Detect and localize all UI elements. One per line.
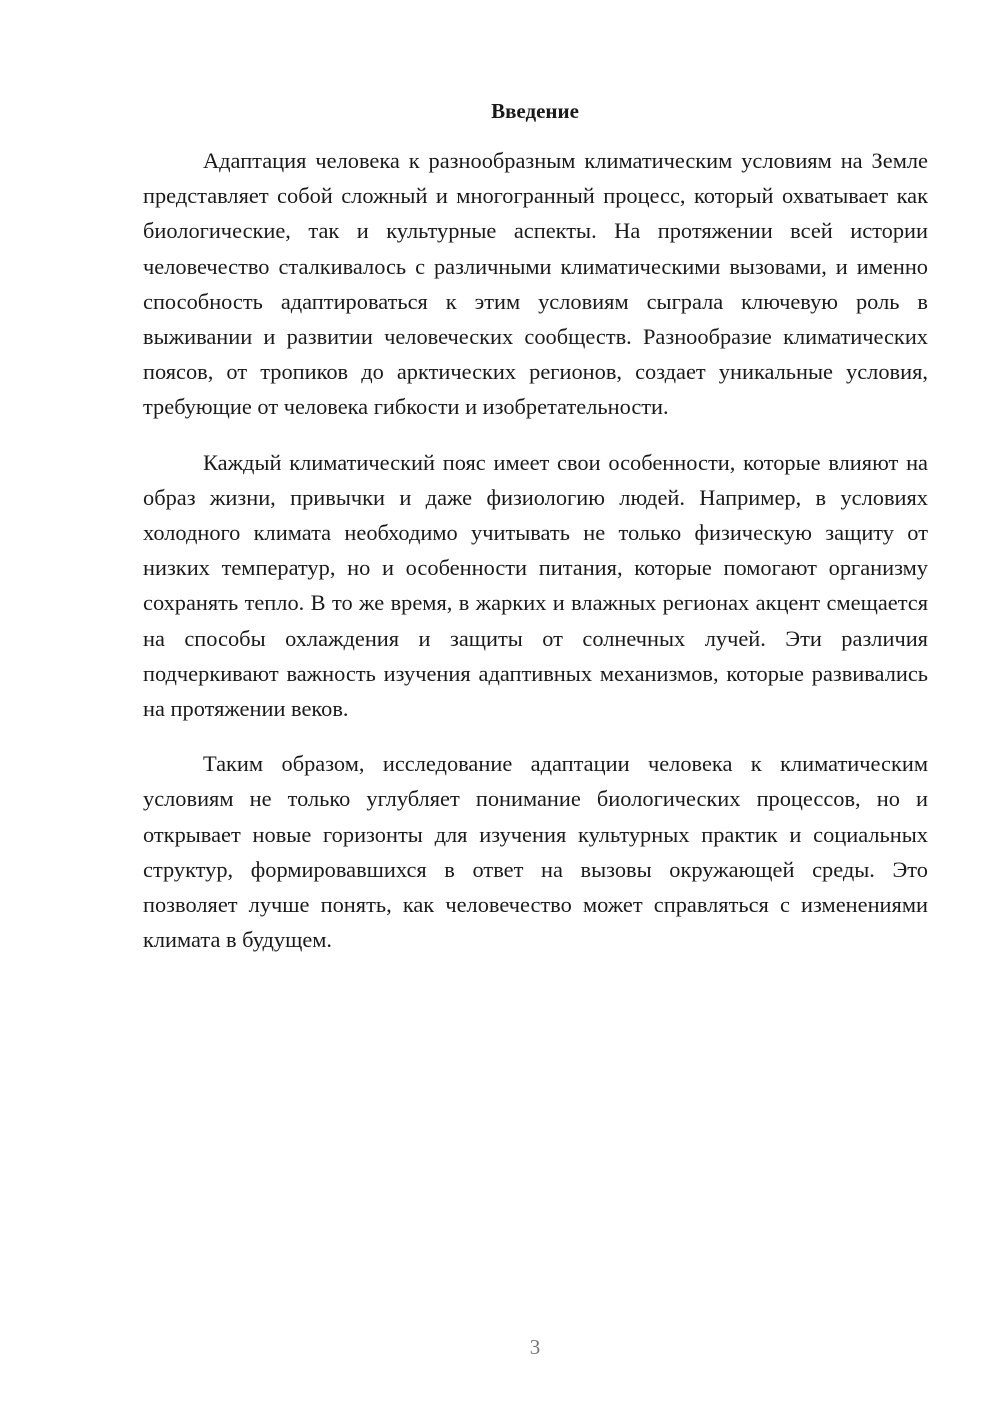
section-title: Введение [491, 99, 579, 123]
paragraph-conclusion: Таким образом, исследование адаптации человека к климатическим условиям не только углубляет понимание биологических процессов, но и открывает новые горизонты для изучения культурных практик и социальных структур, формировавшихся в ответ на вызовы окружающей среды. Это позволяет лучше понять, как человечество может справляться с изменениями климата в будущем. [143, 751, 928, 953]
document-body [143, 143, 928, 977]
paragraph-climate-zones: Каждый климатический пояс имеет свои особенности, которые влияют на образ жизни, привычки и даже физиологию людей. Например, в условиях холодного климата необходимо учитывать не только физическую защиту от низких температур, но и особенности питания, которые помогают организму сохранять тепло. В то же время, в жарких и влажных регионах акцент смещается на способы охлаждения и защиты от солнечных лучей. Эти различия подчеркивают важность изучения адаптивных механизмов, которые развивались на протяжении веков. [143, 449, 928, 722]
page-number: 3 [529, 1335, 541, 1359]
paragraph-intro: Адаптация человека к разнообразным климатическим условиям на Земле представляет собой сложный и многогранный процесс, который охватывает как биологические, так и культурные аспекты. На протяжении всей истории человечество сталкивалось с различными климатическими вызовами, и именно способность адаптироваться к этим условиям сыграла ключевую роль в выживании и развитии человеческих сообществ. Разнообразие климатических поясов, от тропиков до арктических регионов, создает уникальные условия, требующие от человека гибкости и изобретательности. [143, 148, 928, 420]
